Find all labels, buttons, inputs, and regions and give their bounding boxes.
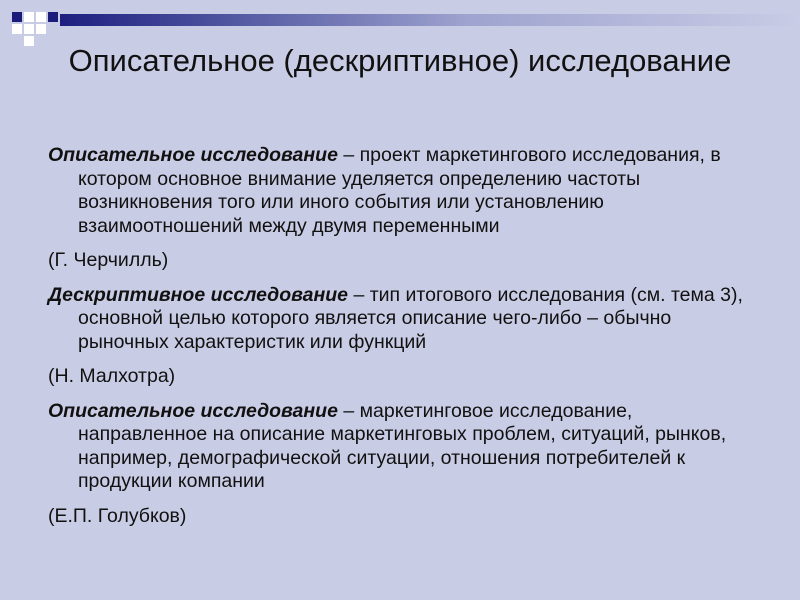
decor-square	[24, 24, 34, 34]
decor-square	[36, 12, 46, 22]
definition-paragraph	[48, 400, 748, 494]
header-gradient-bar	[60, 14, 800, 26]
decor-square	[24, 12, 34, 22]
decor-square	[36, 24, 46, 34]
slide-content	[48, 144, 748, 539]
definition-term: Описательное исследование	[48, 144, 338, 166]
definition-paragraph	[48, 284, 748, 355]
definition-source: (Е.П. Голубков)	[48, 504, 187, 527]
definition-term: Дескриптивное исследование	[48, 283, 349, 306]
decor-square	[12, 24, 22, 34]
decor-square	[12, 12, 22, 22]
definition-text: – тип итогового исследования (см. тема 3), основной целью которого является описание чего-либо – обычно рыночных характеристик или функций	[78, 283, 743, 353]
decor-square	[24, 36, 34, 46]
slide-title: Описательное (дескриптивное) исследование	[68, 43, 732, 78]
definition-source: (Г. Черчилль)	[48, 249, 169, 271]
definition-text: – маркетинговое исследование, направленное на описание маркетинговых проблем, ситуаций, рынков, например, демографической ситуации, отношения потребителей к продукции компании	[78, 399, 727, 492]
definition-term: Описательное исследование	[48, 399, 338, 422]
definition-source: (Н. Малхотра)	[48, 365, 176, 387]
decor-square	[48, 12, 58, 22]
definition-text: – проект маркетингового исследования, в котором основное внимание уделяется определению частоты возникновения того или иного события или установлению взаимоотношений между двумя переменными	[78, 144, 721, 237]
definition-paragraph	[48, 144, 748, 238]
